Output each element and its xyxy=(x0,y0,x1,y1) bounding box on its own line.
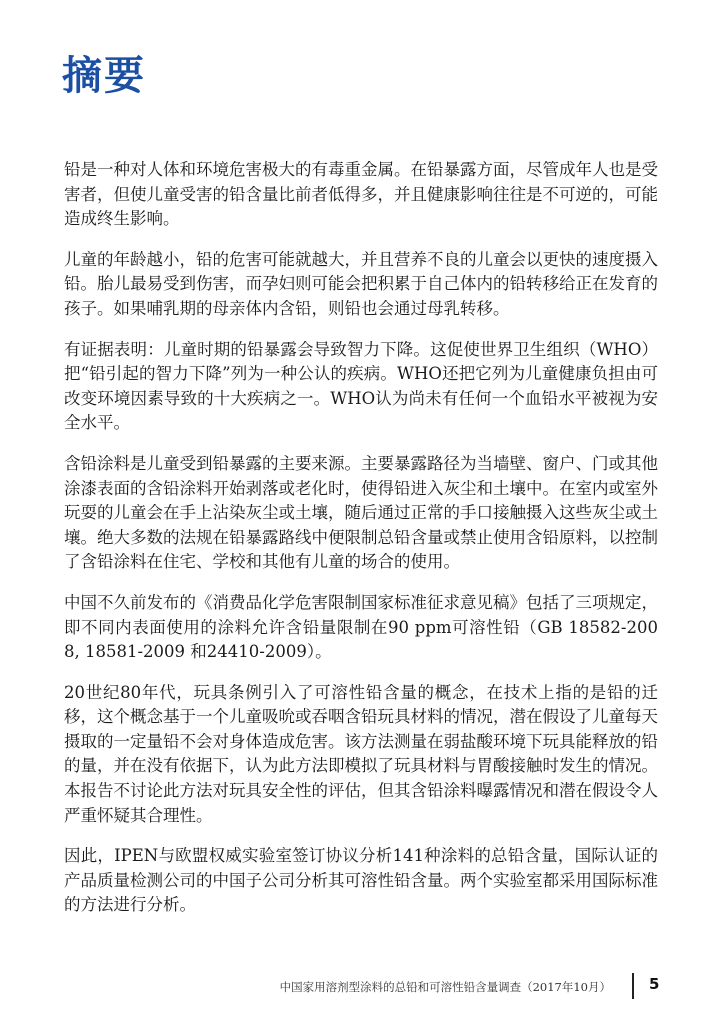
paragraph-6: 20世纪80年代，玩具条例引入了可溶性铅含量的概念，在技术上指的是铅的迁移，这个概念基于一个儿童吸吮或吞咽含铅玩具材料的情况，潜在假设了儿童每天摄取的一定量铅不会对身体造成危害。该方法测量在弱盐酸环境下玩具能释放的铅的量，并在没有依据下，认为此方法即模拟了玩具材料与胃酸接触时发生的情况。本报告不讨论此方法对玩具安全性的评估，但其含铅涂料曝露情况和潜在假设令人严重怀疑其合理性。 xyxy=(64,682,658,825)
page-title: 摘要 xyxy=(62,53,146,99)
paragraph-3: 有证据表明：儿童时期的铅暴露会导致智力下降。这促使世界卫生组织（WHO）把“铅引起的智力下降”列为一种公认的疾病。WHO还把它列为儿童健康负担由可改变环境因素导致的十大疾病之一。WHO认为尚未有任何一个血铅水平被视为安全水平。 xyxy=(64,339,658,433)
page-footer xyxy=(0,973,721,1003)
paragraph-2: 儿童的年龄越小，铅的危害可能就越大，并且营养不良的儿童会以更快的速度摄入铅。胎儿最易受到伤害，而孕妇则可能会把积累于自己体内的铅转移给正在发育的孩子。如果哺乳期的母亲体内含铅，则铅也会通过母乳转移。 xyxy=(64,249,658,318)
paragraph-7: 因此，IPEN与欧盟权威实验室签订协议分析141种涂料的总铅含量，国际认证的产品质量检测公司的中国子公司分析其可溶性铅含量。两个实验室都采用国际标准的方法进行分析。 xyxy=(64,846,658,915)
paragraph-4: 含铅涂料是儿童受到铅暴露的主要来源。主要暴露路径为当墙壁、窗户、门或其他涂漆表面的含铅涂料开始剥落或老化时，使得铅进入灰尘和土壤中。在室内或室外玩耍的儿童会在手上沾染灰尘或土壤，随后通过正常的手口接触摄入这些灰尘或土壤。绝大多数的法规在铅暴露路线中便限制总铅含量或禁止使用含铅原料，以控制了含铅涂料在住宅、学校和其他有儿童的场合的使用。 xyxy=(64,453,658,572)
footer-report-title: 中国家用溶剂型涂料的总铅和可溶性铅含量调查（2017年10月） xyxy=(279,980,611,994)
paragraph-1: 铅是一种对人体和环境危害极大的有毒重金属。在铅暴露方面，尽管成年人也是受害者，但使儿童受害的铅含量比前者低得多，并且健康影响往往是不可逆的，可能造成终生影响。 xyxy=(64,160,658,229)
page-number: 5 xyxy=(649,975,660,993)
paragraph-5: 中国不久前发布的《消费品化学危害限制国家标准征求意见稿》包括了三项规定，即不同内表面使用的涂料允许含铅量限制在90 ppm可溶性铅（GB 18582-2008, 18581-2009 和24410-2009）。 xyxy=(64,592,658,662)
summary-body xyxy=(64,158,658,934)
footer-divider xyxy=(632,973,634,999)
